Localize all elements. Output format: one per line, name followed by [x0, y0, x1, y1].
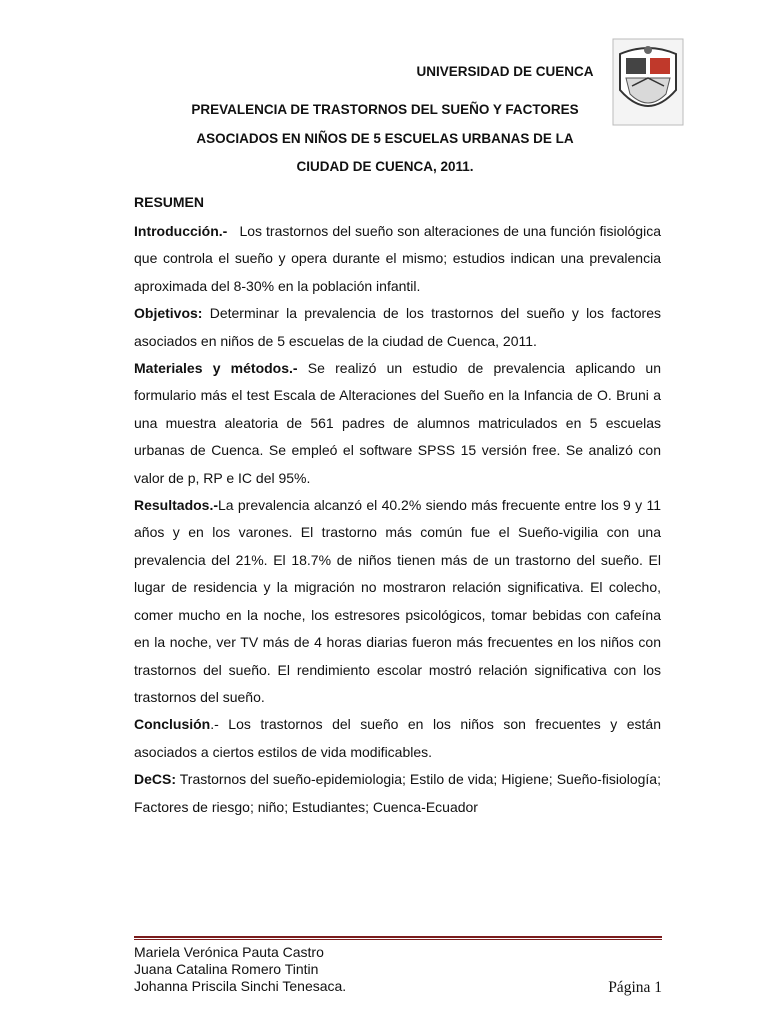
results-paragraph	[134, 492, 661, 711]
paper-title	[140, 96, 630, 182]
university-header: UNIVERSIDAD DE CUENCA	[416, 64, 594, 79]
objectives-text: Determinar la prevalencia de los trastornos del sueño y los factores asociados en niños de 5 escuelas de la ciudad de Cuenca, 2011.	[134, 305, 662, 349]
objectives-label: Objetivos:	[134, 305, 203, 322]
decs-paragraph	[134, 766, 661, 821]
methods-text: Se realizó un estudio de prevalencia aplicando un formulario más el test Escala de Alteraciones del Sueño en la Infancia de O. Bruni a una muestra aleatoria de 561 padres de alumnos matriculados en 5 escuelas urbanas de Cuenca. Se empleó el software SPSS 15 versión free. Se analizó con valor de p, RP e IC del 95%.	[134, 360, 662, 486]
results-label: Resultados.-	[134, 497, 219, 514]
author-1: Mariela Verónica Pauta Castro	[134, 944, 324, 960]
title-line-2: ASOCIADOS EN NIÑOS DE 5 ESCUELAS URBANAS DE LA	[196, 130, 574, 146]
objectives-paragraph	[134, 300, 661, 355]
decs-label: DeCS:	[134, 771, 177, 788]
intro-label: Introducción.-	[134, 223, 228, 239]
results-text: La prevalencia alcanzó el 40.2% siendo más frecuente entre los 9 y 11 años y en los varones. El trastorno más común fue el Sueño-vigilia con una prevalencia del 21%. El 18.7% de niños tienen más de un trastorno del sueño. El lugar de residencia y la migración no mostraron relación significativa. El colecho, comer mucho en la noche, los estresores psicológicos, tomar bebidas con cafeína en la noche, ver TV más de 4 horas diarias fueron más frecuentes en los niños con trastornos del sueño. El rendimiento escolar mostró relación significativa con los trastornos del sueño.	[134, 497, 661, 705]
conclusion-label: Conclusión	[134, 716, 211, 733]
methods-paragraph	[134, 355, 661, 492]
abstract-body	[134, 218, 661, 821]
footer-divider	[134, 936, 662, 941]
page-number: Página 1	[608, 979, 662, 996]
intro-text: Los trastornos del sueño son alteraciones de una función fisiológica que controla el sueño y opera durante el mismo; estudios indican una prevalencia aproximada del 8-30% en la población infantil.	[134, 223, 661, 294]
title-line-3: CIUDAD DE CUENCA, 2011.	[296, 159, 474, 174]
author-3: Johanna Priscila Sinchi Tenesaca.	[134, 978, 347, 994]
footer-authors	[134, 944, 346, 995]
conclusion-text: .- Los trastornos del sueño en los niños son frecuentes y están asociados a ciertos estilos de vida modificables.	[134, 716, 661, 760]
abstract-heading: RESUMEN	[134, 194, 205, 210]
title-line-1: PREVALENCIA DE TRASTORNOS DEL SUEÑO Y FACTORES	[191, 102, 579, 117]
decs-text: Trastornos del sueño-epidemiologia; Estilo de vida; Higiene; Sueño-fisiología; Factores de riesgo; niño; Estudiantes; Cuenca-Ecuador	[134, 771, 661, 815]
intro-paragraph	[134, 218, 661, 300]
author-2: Juana Catalina Romero Tintin	[134, 961, 319, 977]
methods-label: Materiales y métodos.-	[134, 360, 298, 377]
conclusion-paragraph	[134, 711, 661, 766]
